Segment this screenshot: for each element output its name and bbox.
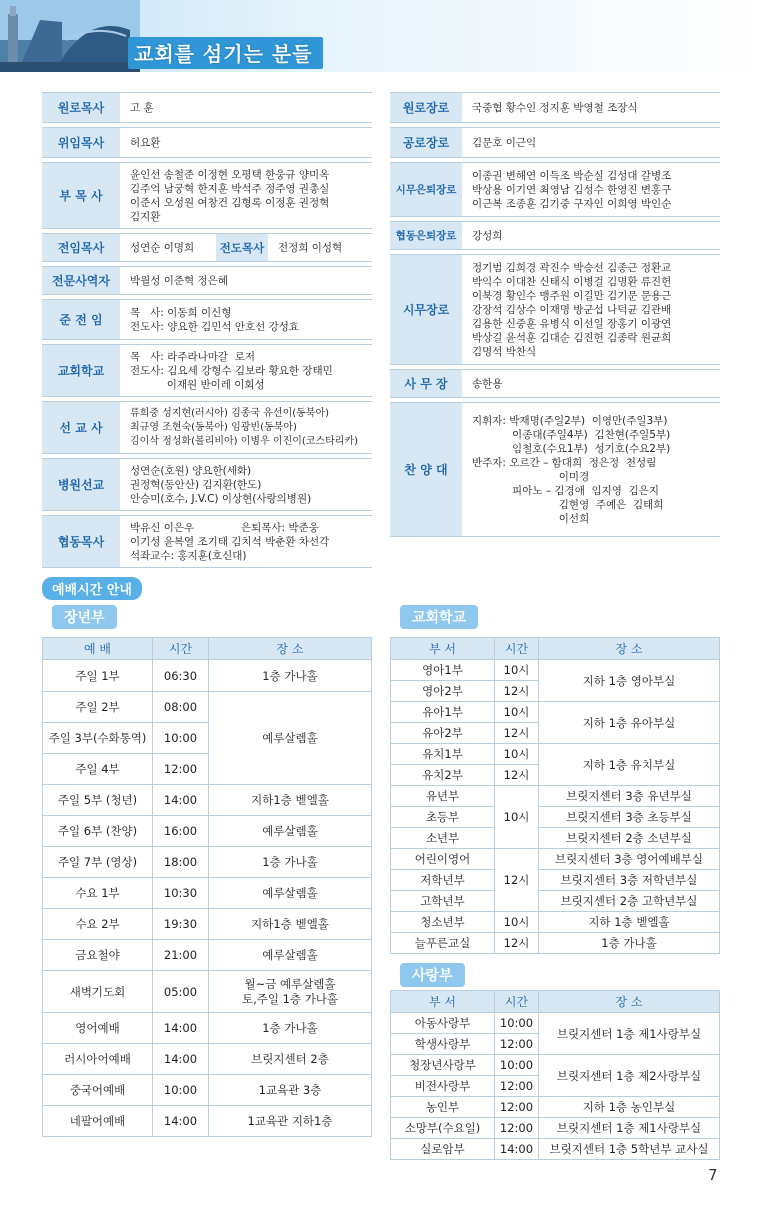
time-cell: 06:30 — [153, 660, 209, 692]
table-row — [43, 1075, 372, 1106]
time-cell: 10:00 — [495, 1013, 539, 1034]
place-cell: 브릿지센터 1층 제2사랑부실 — [539, 1055, 720, 1097]
staff-row — [390, 255, 720, 365]
staff-value: 목 사: 라주라나마갈 로저 전도사: 김요세 강형수 김보라 황요한 장태민 이재원 반이레 이회성 — [120, 345, 372, 397]
staff-value: 박유신 이은우 은퇴목사: 박준웅 이기성 윤복열 조기태 김치석 박춘환 차선각 석좌교수: 홍지훈(호신대) — [120, 516, 372, 568]
place-cell: 브릿지센터 3층 유년부실 — [539, 786, 720, 807]
time-cell: 12:00 — [495, 1097, 539, 1118]
time-cell: 12:00 — [153, 754, 209, 785]
staff-label: 원로장로 — [390, 93, 462, 123]
staff-row — [390, 128, 720, 158]
place-cell: 1층 가나홀 — [209, 1013, 372, 1044]
place-cell: 지하 1층 벧엘홀 — [539, 912, 720, 933]
service-cell: 러시아어예배 — [43, 1044, 153, 1075]
staff-label: 교회학교 — [42, 345, 120, 397]
time-cell: 12시 — [495, 933, 539, 954]
table-row — [391, 702, 720, 723]
time-cell: 21:00 — [153, 940, 209, 971]
table-row — [391, 1118, 720, 1139]
time-cell: 10:00 — [153, 1075, 209, 1106]
place-cell: 예루살렘홀 — [209, 816, 372, 847]
table-row — [391, 828, 720, 849]
time-cell: 12시 — [495, 681, 539, 702]
dept-cell: 유아1부 — [391, 702, 495, 723]
place-cell: 브릿지센터 2층 소년부실 — [539, 828, 720, 849]
time-cell: 16:00 — [153, 816, 209, 847]
service-cell: 주일 1부 — [43, 660, 153, 692]
table-row — [43, 785, 372, 816]
table-row — [391, 849, 720, 870]
dept-cell: 청장년사랑부 — [391, 1055, 495, 1076]
place-cell: 1층 가나홀 — [209, 847, 372, 878]
time-cell: 10:00 — [153, 723, 209, 754]
dept-cell: 학생사랑부 — [391, 1034, 495, 1055]
dept-cell: 소년부 — [391, 828, 495, 849]
staff-row — [42, 128, 372, 158]
table-row — [391, 1055, 720, 1076]
staff-row — [42, 459, 372, 511]
table-row — [391, 870, 720, 891]
table-row — [43, 660, 372, 692]
staff-value: 성연순(호원) 양요한(세화) 권정혁(동안산) 김지환(한도) 안승미(호수, J.V.C) 이상현(사랑의병원) — [120, 459, 372, 511]
school-table — [390, 637, 720, 954]
staff-row — [390, 370, 720, 398]
time-cell: 14:00 — [153, 1106, 209, 1137]
place-cell: 1교육관 3층 — [209, 1075, 372, 1106]
column-header: 장 소 — [209, 638, 372, 660]
staff-label: 전임목사 — [42, 234, 120, 262]
staff-value: 허요환 — [120, 128, 372, 158]
staff-label-secondary: 전도목사 — [216, 234, 268, 262]
love-title: 사랑부 — [400, 963, 465, 987]
staff-value: 정기범 김희경 곽진수 박승선 김종근 정환교 박익수 이대찬 신태식 이병걸 김명환 류진헌 이북경 황인수 맹주원 이길만 김기문 문용근 강장석 김상수 이재명 방군섭 나덕균 김관배 김용한 신중훈 유병식 이선일 장홍기 이광연 박상길 윤석훈 김대순 김진헌 김종락 원균희 김명석 박찬식 — [462, 255, 720, 365]
staff-row — [390, 93, 720, 123]
table-row — [391, 891, 720, 912]
staff-row — [42, 402, 372, 454]
staff-value: 성연순 이명희 — [120, 234, 216, 262]
staff-value: 송한용 — [462, 370, 720, 398]
service-cell: 주일 6부 (찬양) — [43, 816, 153, 847]
table-row — [391, 807, 720, 828]
time-cell: 10시 — [495, 912, 539, 933]
staff-row — [42, 300, 372, 340]
service-cell: 주일 4부 — [43, 754, 153, 785]
dept-cell: 유치1부 — [391, 744, 495, 765]
place-cell: 브릿지센터 1층 5학년부 교사실 — [539, 1139, 720, 1160]
table-row — [391, 1097, 720, 1118]
column-header: 부 서 — [391, 638, 495, 660]
table-row — [43, 971, 372, 1013]
staff-label: 병원선교 — [42, 459, 120, 511]
dept-cell: 저학년부 — [391, 870, 495, 891]
dept-cell: 영아1부 — [391, 660, 495, 681]
place-cell: 지하 1층 농인부실 — [539, 1097, 720, 1118]
page-title: 교회를 섬기는 분들 — [128, 37, 323, 69]
staff-label: 찬 양 대 — [390, 403, 462, 537]
dept-cell: 유치2부 — [391, 765, 495, 786]
table-row — [391, 1139, 720, 1160]
dept-cell: 아동사랑부 — [391, 1013, 495, 1034]
staff-value: 박월성 이준혁 정은혜 — [120, 267, 372, 295]
place-cell: 월~금 예루살렘홀 토,주일 1층 가나홀 — [209, 971, 372, 1013]
time-cell: 10:00 — [495, 1055, 539, 1076]
adult-title: 장년부 — [52, 605, 117, 629]
column-header: 장 소 — [539, 638, 720, 660]
table-row — [43, 940, 372, 971]
place-cell: 브릿지센터 1층 제1사랑부실 — [539, 1013, 720, 1055]
place-cell: 브릿지센터 2층 고학년부실 — [539, 891, 720, 912]
place-cell: 지하 1층 유아부실 — [539, 702, 720, 744]
place-cell: 예루살렘홀 — [209, 878, 372, 909]
dept-cell: 초등부 — [391, 807, 495, 828]
dept-cell: 농인부 — [391, 1097, 495, 1118]
staff-row — [390, 403, 720, 537]
time-cell: 12시 — [495, 849, 539, 912]
place-cell: 1교육관 지하1층 — [209, 1106, 372, 1137]
staff-row — [42, 93, 372, 123]
table-row — [43, 692, 372, 723]
table-row — [391, 786, 720, 807]
table-row — [43, 1106, 372, 1137]
staff-value-secondary: 전정희 이성혁 — [268, 234, 372, 262]
dept-cell: 늘푸른교실 — [391, 933, 495, 954]
staff-row — [42, 163, 372, 229]
table-row — [391, 933, 720, 954]
time-cell: 10시 — [495, 702, 539, 723]
school-title: 교회학교 — [400, 605, 478, 629]
time-cell: 12시 — [495, 723, 539, 744]
table-row — [43, 816, 372, 847]
adult-worship-table — [42, 637, 372, 1137]
table-row — [43, 878, 372, 909]
place-cell: 브릿지센터 2층 — [209, 1044, 372, 1075]
place-cell: 브릿지센터 3층 저학년부실 — [539, 870, 720, 891]
dept-cell: 유년부 — [391, 786, 495, 807]
column-header: 시간 — [495, 991, 539, 1013]
dept-cell: 청소년부 — [391, 912, 495, 933]
place-cell: 지하 1층 유치부실 — [539, 744, 720, 786]
table-row — [43, 1044, 372, 1075]
service-cell: 네팔어예배 — [43, 1106, 153, 1137]
service-cell: 주일 3부(수화통역) — [43, 723, 153, 754]
table-row — [391, 744, 720, 765]
column-header: 예 배 — [43, 638, 153, 660]
place-cell: 1층 가나홀 — [539, 933, 720, 954]
staff-row — [42, 234, 372, 262]
time-cell: 12:00 — [495, 1076, 539, 1097]
time-cell: 10시 — [495, 744, 539, 765]
time-cell: 18:00 — [153, 847, 209, 878]
column-header: 부 서 — [391, 991, 495, 1013]
left-staff-table — [42, 92, 372, 568]
dept-cell: 유아2부 — [391, 723, 495, 744]
time-cell: 08:00 — [153, 692, 209, 723]
staff-label: 위임목사 — [42, 128, 120, 158]
place-cell: 예루살렘홀 — [209, 692, 372, 785]
header-banner — [0, 0, 763, 72]
staff-row — [42, 267, 372, 295]
staff-label: 협동목사 — [42, 516, 120, 568]
table-row — [391, 1013, 720, 1034]
time-cell: 05:00 — [153, 971, 209, 1013]
service-cell: 주일 2부 — [43, 692, 153, 723]
time-cell: 14:00 — [495, 1139, 539, 1160]
staff-label: 공로장로 — [390, 128, 462, 158]
table-row — [43, 909, 372, 940]
time-cell: 14:00 — [153, 785, 209, 816]
staff-label: 선 교 사 — [42, 402, 120, 454]
staff-value: 강성희 — [462, 222, 720, 250]
dept-cell: 비전사랑부 — [391, 1076, 495, 1097]
dept-cell: 어린이영어 — [391, 849, 495, 870]
staff-value: 국중협 황수인 정지훈 박영철 조장식 — [462, 93, 720, 123]
place-cell: 1층 가나홀 — [209, 660, 372, 692]
service-cell: 새벽기도회 — [43, 971, 153, 1013]
dept-cell: 실로암부 — [391, 1139, 495, 1160]
service-cell: 수요 2부 — [43, 909, 153, 940]
staff-label: 시무은퇴장로 — [390, 163, 462, 217]
staff-label: 부 목 사 — [42, 163, 120, 229]
place-cell: 브릿지센터 3층 초등부실 — [539, 807, 720, 828]
time-cell: 14:00 — [153, 1044, 209, 1075]
staff-label: 협동은퇴장로 — [390, 222, 462, 250]
place-cell: 지하1층 벧엘홀 — [209, 785, 372, 816]
column-header: 시간 — [153, 638, 209, 660]
staff-label: 시무장로 — [390, 255, 462, 365]
staff-label: 준 전 임 — [42, 300, 120, 340]
love-table — [390, 990, 720, 1160]
staff-value: 윤인선 송철준 이정현 오평택 한웅규 양미옥 김주억 남궁혁 한지훈 박석주 정주영 권총실 이준서 오성원 여창건 김형록 이정훈 권정혁 김지환 — [120, 163, 372, 229]
table-row — [391, 660, 720, 681]
page-number: 7 — [708, 1166, 718, 1184]
staff-row — [390, 222, 720, 250]
dept-cell: 고학년부 — [391, 891, 495, 912]
staff-value: 류희중 성지현(러시아) 김종국 유선이(동북아) 최규영 조현숙(동북아) 임광빈(동북아) 김이삭 정성화(볼리비아) 이병우 이진이(코스타리카) — [120, 402, 372, 454]
time-cell: 12:00 — [495, 1034, 539, 1055]
staff-label: 사 무 장 — [390, 370, 462, 398]
church-building-icon — [0, 0, 140, 72]
column-header: 시간 — [495, 638, 539, 660]
place-cell: 브릿지센터 3층 영어예배부실 — [539, 849, 720, 870]
place-cell: 예루살렘홀 — [209, 940, 372, 971]
time-cell: 14:00 — [153, 1013, 209, 1044]
service-cell: 중국어예배 — [43, 1075, 153, 1106]
table-row — [391, 912, 720, 933]
service-cell: 주일 7부 (영상) — [43, 847, 153, 878]
staff-value: 목 사: 이동희 이신형 전도사: 양요한 김민석 안호선 강성효 — [120, 300, 372, 340]
time-cell: 10시 — [495, 786, 539, 849]
time-cell: 12:00 — [495, 1118, 539, 1139]
place-cell: 브릿지센터 1층 제1사랑부실 — [539, 1118, 720, 1139]
service-cell: 주일 5부 (청년) — [43, 785, 153, 816]
time-cell: 10시 — [495, 660, 539, 681]
time-cell: 12시 — [495, 765, 539, 786]
table-row — [43, 847, 372, 878]
service-cell: 수요 1부 — [43, 878, 153, 909]
table-row — [43, 1013, 372, 1044]
service-cell: 영어예배 — [43, 1013, 153, 1044]
dept-cell: 영아2부 — [391, 681, 495, 702]
worship-section-title: 예배시간 안내 — [42, 577, 142, 600]
staff-value: 고 훈 — [120, 93, 372, 123]
time-cell: 10:30 — [153, 878, 209, 909]
staff-row — [42, 516, 372, 568]
place-cell: 지하 1층 영아부실 — [539, 660, 720, 702]
staff-value: 지휘자: 박재명(주일2부) 이영만(주일3부) 이종대(주일4부) 김찬현(주일5부) 임철호(수요1부) 성기호(수요2부) 반주자: 오르간 – 함대희 정은정 천성림 이미경 피아노 – 김경애 임지영 김은지 김현영 주예은 김태희 이선희 — [462, 403, 720, 537]
staff-row — [42, 345, 372, 397]
staff-label: 전문사역자 — [42, 267, 120, 295]
staff-label: 원로목사 — [42, 93, 120, 123]
staff-row — [390, 163, 720, 217]
place-cell: 지하1층 벧엘홀 — [209, 909, 372, 940]
staff-value: 이종권 변해연 이득조 박순실 김성대 갈병조 박상용 이기연 최영남 김성수 한영진 변홍구 이근복 조종훈 김기중 구자인 이희영 박인순 — [462, 163, 720, 217]
column-header: 장 소 — [539, 991, 720, 1013]
service-cell: 금요철야 — [43, 940, 153, 971]
time-cell: 19:30 — [153, 909, 209, 940]
staff-value: 김문호 이근익 — [462, 128, 720, 158]
right-staff-table — [390, 92, 720, 537]
dept-cell: 소망부(수요일) — [391, 1118, 495, 1139]
